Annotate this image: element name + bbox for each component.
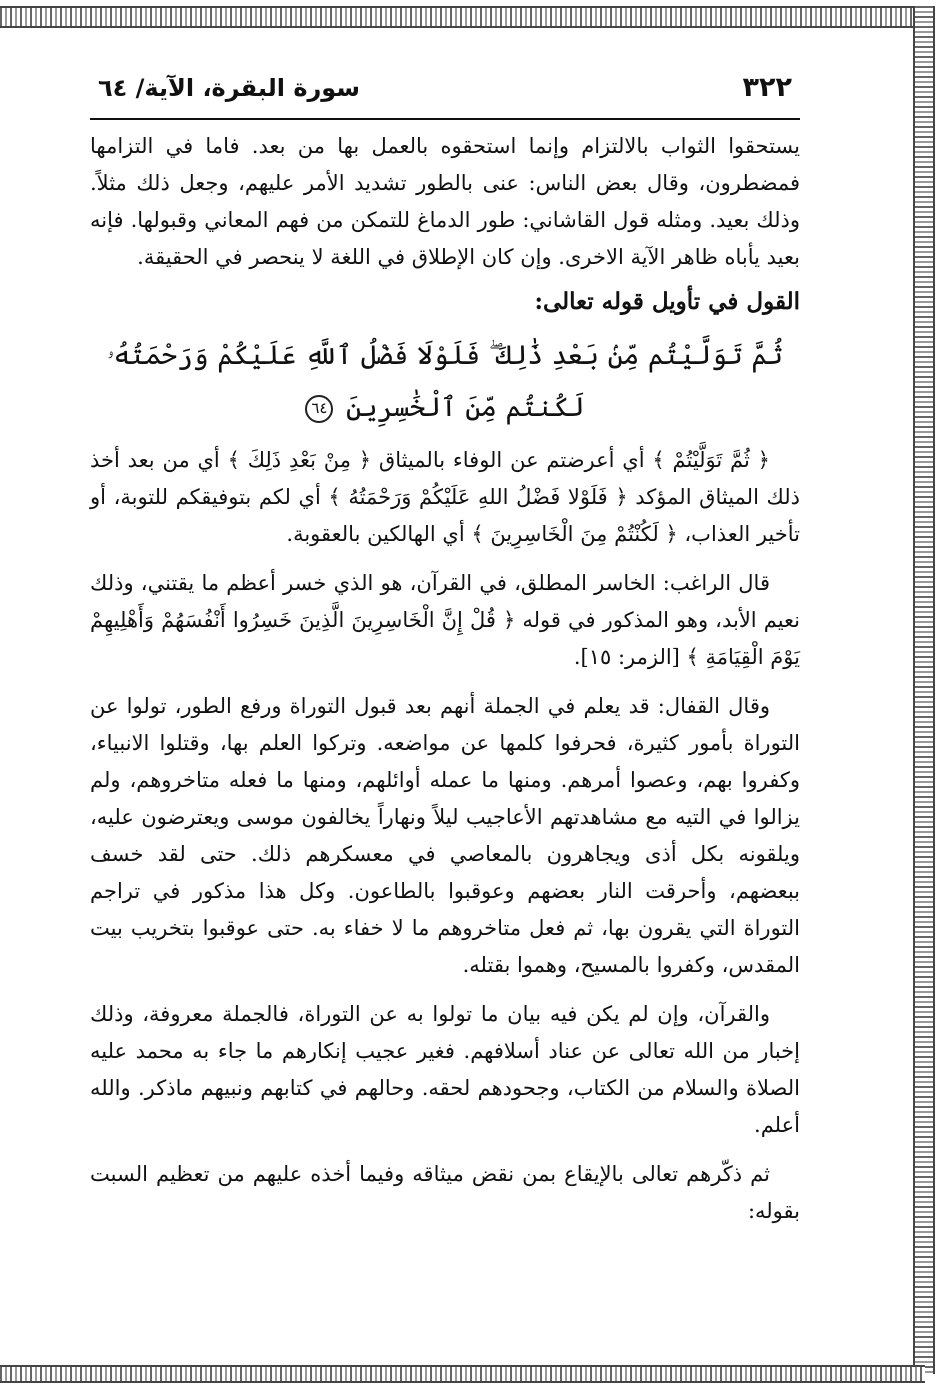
paragraph-3: قال الراغب: الخاسر المطلق، في القرآن، هو الذي خسر أعظم ما يقتني، وذلك نعيم الأبد، وهو المذكور في قوله ﴿ قُلْ إِنَّ الْخَاسِرِينَ الَّذِينَ خَسِرُوا أَنْفُسَهُمْ وَأَهْلِيهِمْ يَوْمَ الْقِيَامَةِ ﴾ [الزمر: ١٥]. <box>90 571 801 669</box>
ornamental-border-bottom <box>0 1365 925 1383</box>
book-page <box>90 60 800 1350</box>
paragraph-1: يستحقوا الثواب بالالتزام وإنما استحقوه بالعمل بها من بعد. فاما في التزامها فمضطرون، وقال بعض الناس: عنى بالطور تشديد الأمر عليهم، وجعل ذلك مثلاً. وذلك بعيد. ومثله قول القاشاني: طور الدماغ للتمكن من فهم المعاني وقبولها. فإنه بعيد يأباه ظاهر الآية الاخرى. وإن كان الإطلاق في اللغة لا ينحصر في الحقيقة. <box>90 134 800 269</box>
paragraph-6: ثم ذكّرهم تعالى بالإيقاع بمن نقض ميثاقه وفيما أخذه عليهم من تعظيم السبت بقوله: <box>90 1162 800 1223</box>
verse-number-marker: ٦٤ <box>305 395 333 423</box>
page-number: ٣٢٢ <box>742 72 792 103</box>
paragraph-2: ﴿ ثُمَّ تَوَلَّيْتُمْ ﴾ أي أعرضتم عن الوفاء بالميثاق ﴿ مِنْ بَعْدِ ذَلِكَ ﴾ أي من بعد أخذ ذلك الميثاق المؤكد ﴿ فَلَوْلا فَضْلُ اللهِ عَلَيْكُمْ وَرَحْمَتُهُ ﴾ أي لكم بتوفيقكم للتوبة، أو تأخير العذاب، ﴿ لَكُنْتُمْ مِنَ الْخَاسِرِينَ ﴾ أي الهالكين بالعقوبة. <box>90 448 800 546</box>
page-header <box>90 60 800 120</box>
paragraph-5: والقرآن، وإن لم يكن فيه بيان ما تولوا به عن التوراة، فالجملة معروفة، وذلك إخبار من الله تعالى عن عناد أسلافهم. فغير عجيب إنكارهم ما جاء به محمد عليه الصلاة والسلام من الكتاب، وجحودهم لحقه. وحالهم في كتابهم ونبيهم ماذكر. والله أعلم. <box>90 1002 800 1137</box>
ornamental-border-right <box>913 6 935 1374</box>
page-body <box>90 120 800 1230</box>
section-heading: القول في تأويل قوله تعالى: <box>534 288 800 315</box>
paragraph-4: وقال القفال: قد يعلم في الجملة أنهم بعد قبول التوراة ورفع الطور، تولوا عن التوراة بأمور كثيرة، فحرفوا كلمها عن مواضعه. وتركوا العلم بها، وقتلوا الانبياء، وكفروا بهم، وعصوا أمرهم. ومنها ما عمله أوائلهم، ومنها ما فعله متاخروهم، ولم يزالوا في التيه مع مشاهدتهم الأعاجيب ليلاً ونهاراً يخالفون موسى ويعترضون عليه، ويلقونه بكل أذى ويجاهرون بالمعاصي في معسكرهم ذلك. حتى لقد خسف ببعضهم، وأحرقت النار بعضهم وعوقبوا بالطاعون. وكل هذا مذكور في تراجم التوراة التي يقرون بها، ثم فعل متاخروهم ما لا خفاء به. حتى عوقبوا بتخريب بيت المقدس، وكفروا بالمسيح، وهموا بقتله. <box>90 694 800 977</box>
verse-text: ثُمَّ تَوَلَّيْتُم مِّنۢ بَعْدِ ذَٰلِكَ ۖ فَلَوْلَا فَضْلُ ٱللَّهِ عَلَيْكُمْ وَرَحْمَتُهُۥ لَكُنتُم مِّنَ ٱلْخَٰسِرِينَ <box>106 340 784 423</box>
quran-verse <box>90 330 800 434</box>
running-head: سورة البقرة، الآية/ ٦٤ <box>98 74 360 102</box>
ornamental-border-top <box>0 6 925 28</box>
